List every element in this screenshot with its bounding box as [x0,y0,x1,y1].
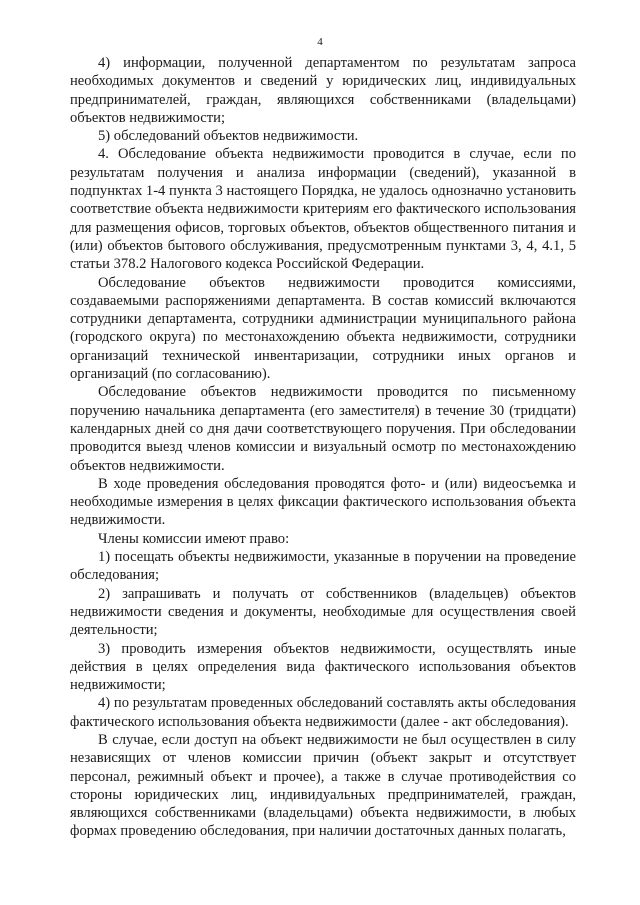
paragraph: В ходе проведения обследования проводятся фото- и (или) видеосъемка и необходимые измерения в целях фиксации фактического использования объекта недвижимости. [70,475,576,529]
paragraph: 4) информации, полученной департаментом по результатам запроса необходимых документов и сведений у юридических лиц, индивидуальных предпринимателей, граждан, являющихся собственниками (владельцами) объектов недвижимости; [70,55,576,126]
paragraph: 5) обследований объектов недвижимости. [98,128,359,145]
paragraph: 2) запрашивать и получать от собственников (владельцев) объектов недвижимости сведения и документы, необходимые для осуществления своей деятельности; [70,585,576,639]
paragraph: 4. Обследование объекта недвижимости проводится в случае, если по результатам получения и анализа информации (сведений), указанной в подпунктах 1-4 пункта 3 настоящего Порядка, не удалось однозначно установить соответствие объекта недвижимости критериям его фактического использования для размещения офисов, торговых объектов, объектов общественного питания и (или) объектов бытового обслуживания, предусмотренным пунктами 3, 4, 4.1, 5 статьи 378.2 Налогового кодекса Российской Федерации. [70,146,577,273]
paragraph: Члены комиссии имеют право: [98,530,290,547]
page-number: 4 [317,36,323,48]
paragraph: 4) по результатам проведенных обследований составлять акты обследования фактического использования объекта недвижимости (далее - акт обследования). [70,695,576,730]
paragraph: Обследование объектов недвижимости проводится по письменному поручению начальника департамента (его заместителя) в течение 30 (тридцати) календарных дней со дня дачи соответствующего поручения. При обследовании проводится выезд членов комиссии и визуальный осмотр по местонахождению объектов недвижимости. [70,384,576,474]
paragraph: Обследование объектов недвижимости проводится комиссиями, создаваемыми распоряжениями департамента. В состав комиссий включаются сотрудники департамента, сотрудники администрации муниципального района (городского округа) по местонахождению объекта недвижимости, сотрудники организаций технической инвентаризации, сотрудники иных органов и организаций (по согласованию). [70,274,576,383]
paragraph: 3) проводить измерения объектов недвижимости, осуществлять иные действия в целях определения вида фактического использования объектов недвижимости; [70,640,576,694]
document-body [70,54,576,841]
paragraph: 1) посещать объекты недвижимости, указанные в поручении на проведение обследования; [70,549,576,584]
paragraph: В случае, если доступ на объект недвижимости не был осуществлен в силу независящих от членов комиссии причин (объект закрыт и отсутствует персонал, режимный объект и прочее), а также в случае противодействия со стороны юридических лиц, индивидуальных предпринимателей, граждан, являющихся собственниками (владельцами) объекта недвижимости, в любых формах проведению обследования, при наличии достаточных данных полагать, [70,731,576,840]
